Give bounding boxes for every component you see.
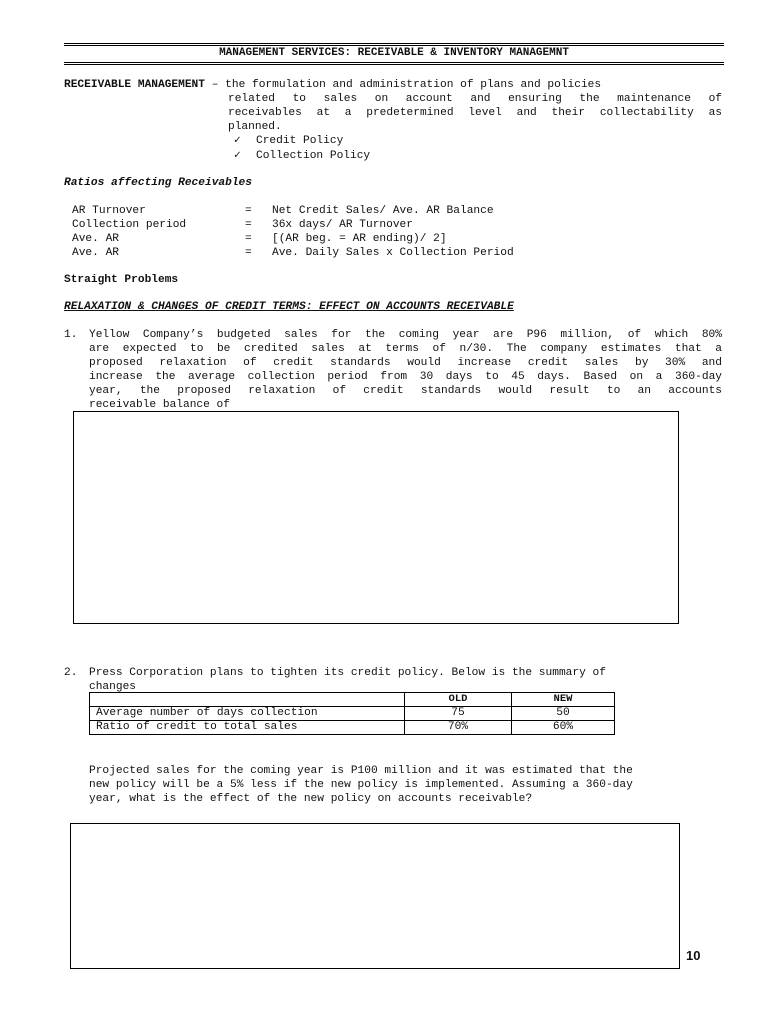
checklist-item-credit-policy — [234, 134, 343, 148]
answer-box-problem-1[interactable] — [73, 411, 679, 624]
problem2-line: Press Corporation plans to tighten its credit policy. Below is the summary of — [89, 667, 606, 679]
definition-line-3: receivables at a predetermined level and their collectability as — [228, 107, 722, 119]
table-cell: 75 — [405, 707, 512, 721]
ratio-equals: = — [245, 247, 252, 259]
ratio-formula: Ave. Daily Sales x Collection Period — [272, 247, 514, 259]
header-rule-bottom-1 — [64, 62, 724, 63]
table-cell: 60% — [512, 721, 615, 735]
definition-line-4: planned. — [228, 121, 282, 133]
table-cell: Ratio of credit to total sales — [90, 721, 405, 735]
table-row — [90, 721, 615, 735]
ratio-name: AR Turnover — [72, 205, 146, 217]
checkmark-icon: ✓ — [234, 150, 241, 162]
problem1-line: Yellow Company’s budgeted sales for the coming year are P96 million, of which 80% — [89, 329, 722, 341]
definition-line-2: related to sales on account and ensuring the maintenance of — [228, 93, 722, 105]
checkmark-icon: ✓ — [234, 135, 241, 147]
straight-problems-heading: Straight Problems — [64, 274, 179, 286]
ratio-equals: = — [245, 205, 252, 217]
header-rule-top-1 — [64, 43, 724, 44]
problem-number: 1. — [64, 329, 78, 341]
problem1-line: proposed relaxation of credit standards would increase credit sales by 30% and — [89, 357, 722, 369]
problem1-line: increase the average collection period from 30 days to 45 days. Based on a 360-day — [89, 371, 722, 383]
table-header-cell: OLD — [405, 693, 512, 707]
problem-number: 2. — [64, 667, 78, 679]
table-header-row — [90, 693, 615, 707]
page-title: MANAGEMENT SERVICES: RECEIVABLE & INVENTORY MANAGEMNT — [219, 47, 569, 59]
problem1-line: year, the proposed relaxation of credit standards would result to an accounts — [89, 385, 722, 397]
table-row — [90, 707, 615, 721]
page-number: 10 — [686, 948, 701, 963]
header-rule-bottom-2 — [64, 64, 724, 65]
table-header-cell — [90, 693, 405, 707]
table-header-cell: NEW — [512, 693, 615, 707]
problem1-line: receivable balance of — [89, 399, 230, 411]
table-cell: 70% — [405, 721, 512, 735]
ratio-formula: Net Credit Sales/ Ave. AR Balance — [272, 205, 494, 217]
definition-line-1 — [64, 78, 724, 92]
ratios-heading: Ratios affecting Receivables — [64, 177, 252, 189]
table-cell: 50 — [512, 707, 615, 721]
checklist-item-label: Credit Policy — [256, 135, 344, 147]
problem2-followup-line: year, what is the effect of the new policy on accounts receivable? — [89, 793, 533, 805]
section-title: RELAXATION & CHANGES OF CREDIT TERMS: EFFECT ON ACCOUNTS RECEIVABLE — [64, 301, 514, 313]
ratio-name: Collection period — [72, 219, 187, 231]
credit-policy-changes-table — [89, 692, 615, 735]
answer-box-problem-2[interactable] — [70, 823, 680, 969]
header-rule-top-2 — [64, 45, 724, 46]
ratio-equals: = — [245, 219, 252, 231]
ratio-formula: [(AR beg. = AR ending)/ 2] — [272, 233, 447, 245]
definition-line1-text: – the formulation and administration of plans and policies — [205, 79, 602, 91]
problem2-followup-line: new policy will be a 5% less if the new policy is implemented. Assuming a 360-day — [89, 779, 633, 791]
ratio-name: Ave. AR — [72, 247, 119, 259]
definition-term: RECEIVABLE MANAGEMENT — [64, 79, 205, 91]
checklist-item-collection-policy — [234, 149, 370, 163]
problem2-followup-line: Projected sales for the coming year is P100 million and it was estimated that the — [89, 765, 633, 777]
problem1-line: are expected to be credited sales at terms of n/30. The company estimates that a — [89, 343, 722, 355]
table-cell: Average number of days collection — [90, 707, 405, 721]
ratio-formula: 36x days/ AR Turnover — [272, 219, 413, 231]
ratio-equals: = — [245, 233, 252, 245]
ratio-name: Ave. AR — [72, 233, 119, 245]
problem2-line: changes — [89, 681, 136, 693]
checklist-item-label: Collection Policy — [256, 150, 371, 162]
